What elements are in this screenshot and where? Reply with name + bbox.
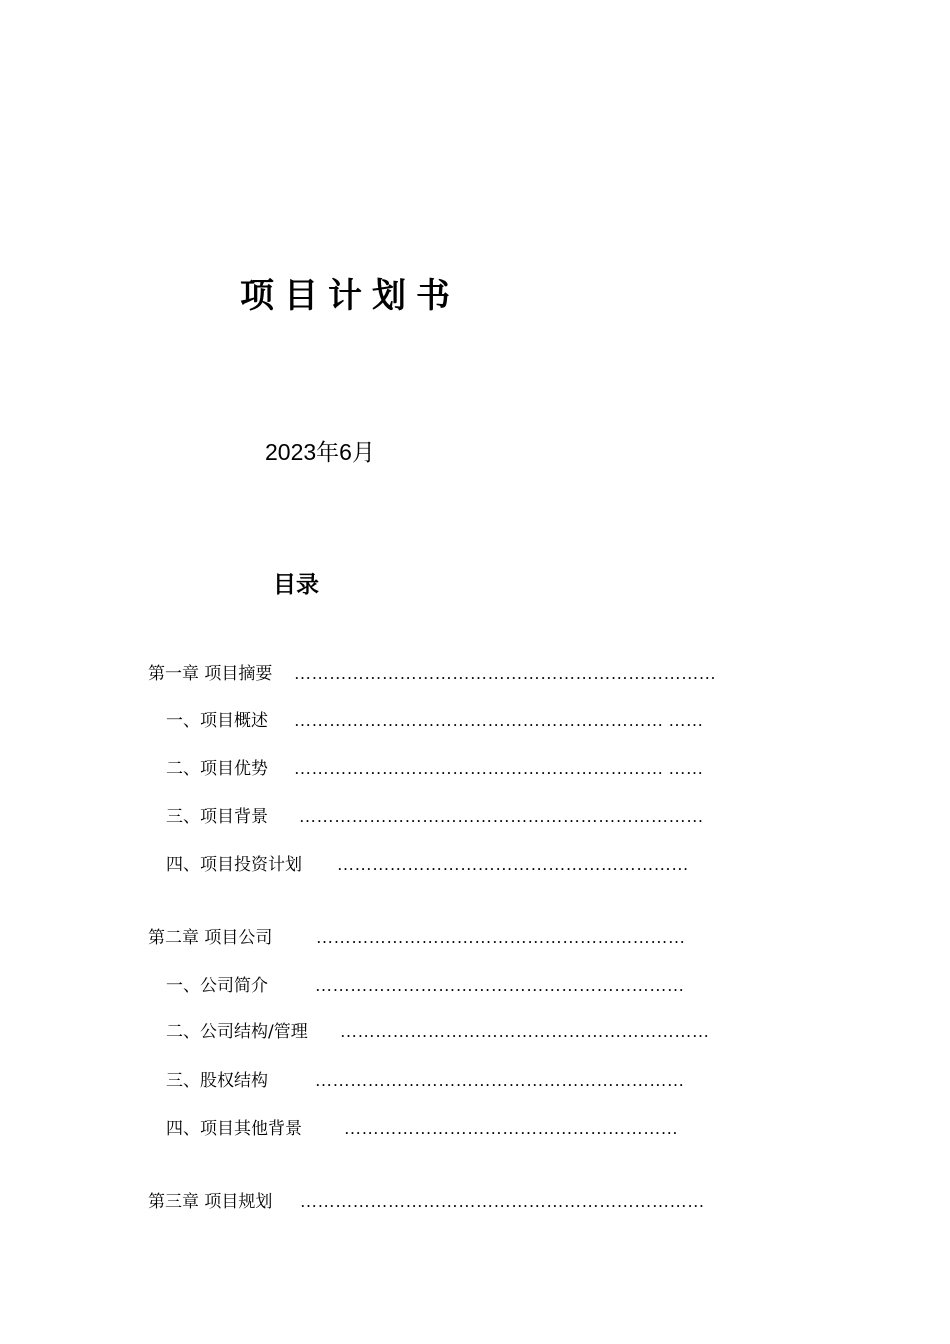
toc-label: 四、项目其他背景 xyxy=(166,1119,302,1139)
toc-entry-section xyxy=(166,975,685,997)
toc-leader-dots: ……………………………………………………… …… xyxy=(294,711,704,730)
toc-entry-section xyxy=(166,758,704,780)
toc-label: 一、项目概述 xyxy=(166,711,268,731)
toc-leader-dots: …………………………………………………………… xyxy=(299,807,704,826)
toc-entry-section xyxy=(166,1021,710,1043)
toc-leader-dots: ……………………………………………………… xyxy=(316,928,686,947)
toc-label: 第三章 项目规划 xyxy=(148,1192,273,1212)
toc-leader-dots: ……………………………………………………… xyxy=(340,1022,710,1041)
toc-label: 二、公司结构/管理 xyxy=(166,1022,308,1042)
toc-leader-dots: ……………………………………………………… xyxy=(315,1071,685,1090)
document-title: 项目计划书 xyxy=(240,276,460,316)
toc-heading: 目录 xyxy=(273,572,319,598)
toc-leader-dots: …………………………………………………… xyxy=(337,855,689,874)
document-date: 2023年6月 xyxy=(265,439,375,465)
toc-label: 二、项目优势 xyxy=(166,759,268,779)
toc-entry-chapter-1 xyxy=(148,663,717,685)
toc-leader-dots: ……………………………………………………………… xyxy=(294,664,717,683)
toc-label: 第二章 项目公司 xyxy=(148,928,273,948)
toc-entry-section xyxy=(166,710,704,732)
toc-leader-dots: ………………………………………………… xyxy=(344,1119,679,1138)
toc-entry-section xyxy=(166,806,704,828)
toc-entry-chapter-2 xyxy=(148,927,686,949)
toc-leader-dots: ……………………………………………………… xyxy=(315,976,685,995)
toc-label: 四、项目投资计划 xyxy=(166,855,302,875)
toc-label: 一、公司简介 xyxy=(166,976,268,996)
toc-entry-section xyxy=(166,1118,679,1140)
toc-leader-dots: …………………………………………………………… xyxy=(300,1192,705,1211)
toc-leader-dots: ……………………………………………………… …… xyxy=(294,759,704,778)
toc-entry-section xyxy=(166,854,689,876)
toc-label: 第一章 项目摘要 xyxy=(148,664,273,684)
toc-entry-chapter-3 xyxy=(148,1191,705,1213)
toc-label: 三、项目背景 xyxy=(166,807,268,827)
toc-entry-section xyxy=(166,1070,685,1092)
toc-label: 三、股权结构 xyxy=(166,1071,268,1091)
